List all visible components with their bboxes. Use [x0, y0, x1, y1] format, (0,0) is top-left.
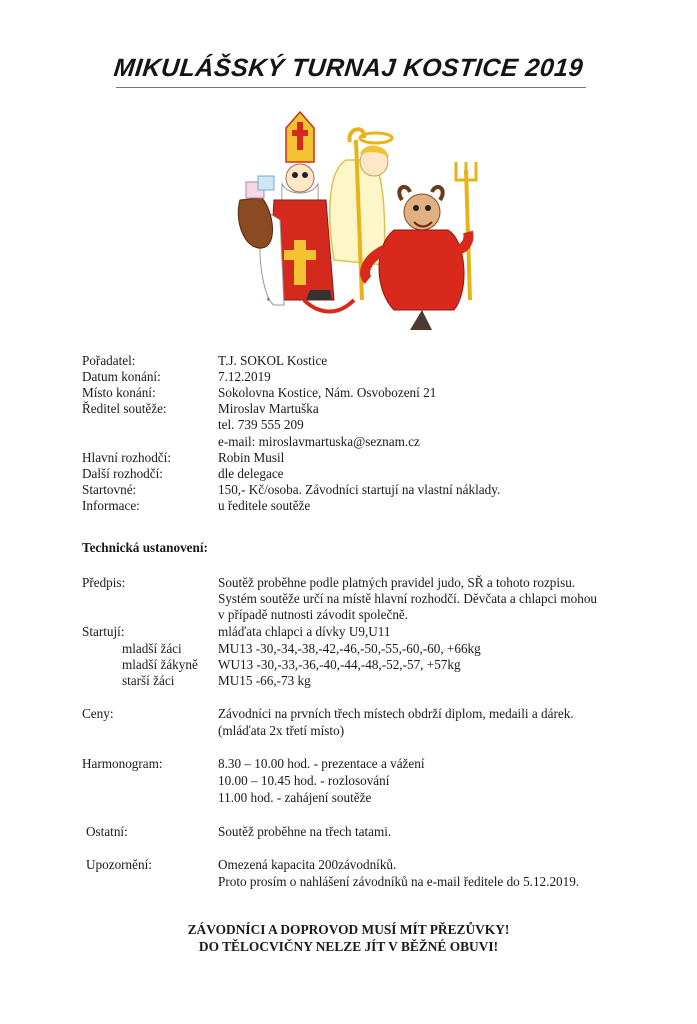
- upozorneni-line: Omezená kapacita 200závodníků.: [218, 857, 397, 872]
- info-label: Startovné:: [82, 482, 137, 497]
- predpis-line: Soutěž proběhne podle platných pravidel judo, SŘ a tohoto rozpisu.: [218, 575, 576, 590]
- info-label: Hlavní rozhodčí:: [82, 450, 171, 465]
- footer-note: DO TĚLOCVIČNY NELZE JÍT V BĚŽNÉ OBUVI!: [198, 939, 499, 954]
- info-value: T.J. SOKOL Kostice: [218, 353, 328, 368]
- category-value: WU13 -30,-33,-36,-40,-44,-48,-52,-57, +57kg: [218, 657, 461, 672]
- category-value: MU15 -66,-73 kg: [218, 673, 311, 688]
- predpis-line: Systém soutěže určí na místě hlavní rozhodčí. Děvčata a chlapci mohou: [218, 591, 598, 606]
- predpis-line: v případě nutnosti závodit společně.: [218, 607, 409, 622]
- category-name: starší žáci: [122, 673, 175, 688]
- category-name: mladší žáci: [122, 641, 182, 656]
- info-value: tel. 739 555 209: [218, 417, 304, 432]
- info-label: Další rozhodčí:: [82, 466, 163, 481]
- info-value: 7.12.2019: [218, 369, 271, 384]
- upozorneni-line: Proto prosím o nahlášení závodníků na e-mail ředitele do 5.12.2019.: [218, 874, 580, 889]
- harmonogram-label: Harmonogram:: [82, 756, 163, 771]
- nicholas-angel-devil-illustration: [234, 100, 484, 340]
- info-value: Robin Musil: [218, 450, 285, 465]
- info-label: Datum konání:: [82, 369, 161, 384]
- info-label: Pořadatel:: [82, 353, 136, 368]
- info-value: 150,- Kč/osoba. Závodníci startují na vlastní náklady.: [218, 482, 501, 497]
- footer-note: ZÁVODNÍCI A DOPROVOD MUSÍ MÍT PŘEZŮVKY!: [187, 922, 510, 937]
- info-label: Informace:: [82, 498, 140, 513]
- title-underline: [116, 87, 586, 88]
- startuji-label: Startují:: [82, 624, 125, 639]
- category-name: mladší žákyně: [122, 657, 198, 672]
- harmonogram-line: 10.00 – 10.45 hod. - rozlosování: [218, 773, 390, 788]
- predpis-label: Předpis:: [82, 575, 126, 590]
- info-value: e-mail: miroslavmartuska@seznam.cz: [218, 434, 420, 449]
- ceny-line: (mláďata 2x třetí místo): [218, 723, 345, 738]
- info-label: Ředitel soutěže:: [82, 401, 167, 416]
- ceny-line: Závodníci na prvních třech místech obdrží diplom, medaili a dárek.: [218, 706, 574, 721]
- info-value: Miroslav Martuška: [218, 401, 319, 416]
- ostatni-value: Soutěž proběhne na třech tatami.: [218, 824, 392, 839]
- ceny-label: Ceny:: [82, 706, 114, 721]
- harmonogram-line: 8.30 – 10.00 hod. - prezentace a vážení: [218, 756, 425, 771]
- info-value: u ředitele soutěže: [218, 498, 311, 513]
- startuji-first-line: mláďata chlapci a dívky U9,U11: [218, 624, 391, 639]
- saint-nicholas-figure: [238, 112, 334, 305]
- category-value: MU13 -30,-34,-38,-42,-46,-50,-55,-60,-60, +66kg: [218, 641, 481, 656]
- harmonogram-line: 11.00 hod. - zahájení soutěže: [218, 790, 372, 805]
- page-title: MIKULÁŠSKÝ TURNAJ KOSTICE 2019: [112, 54, 585, 82]
- technical-heading: Technická ustanovení:: [82, 540, 208, 555]
- info-label: Místo konání:: [82, 385, 156, 400]
- ostatni-label: Ostatní:: [86, 824, 128, 839]
- info-value: Sokolovna Kostice, Nám. Osvobození 21: [218, 385, 437, 400]
- info-value: dle delegace: [218, 466, 284, 481]
- upozorneni-label: Upozornění:: [86, 857, 152, 872]
